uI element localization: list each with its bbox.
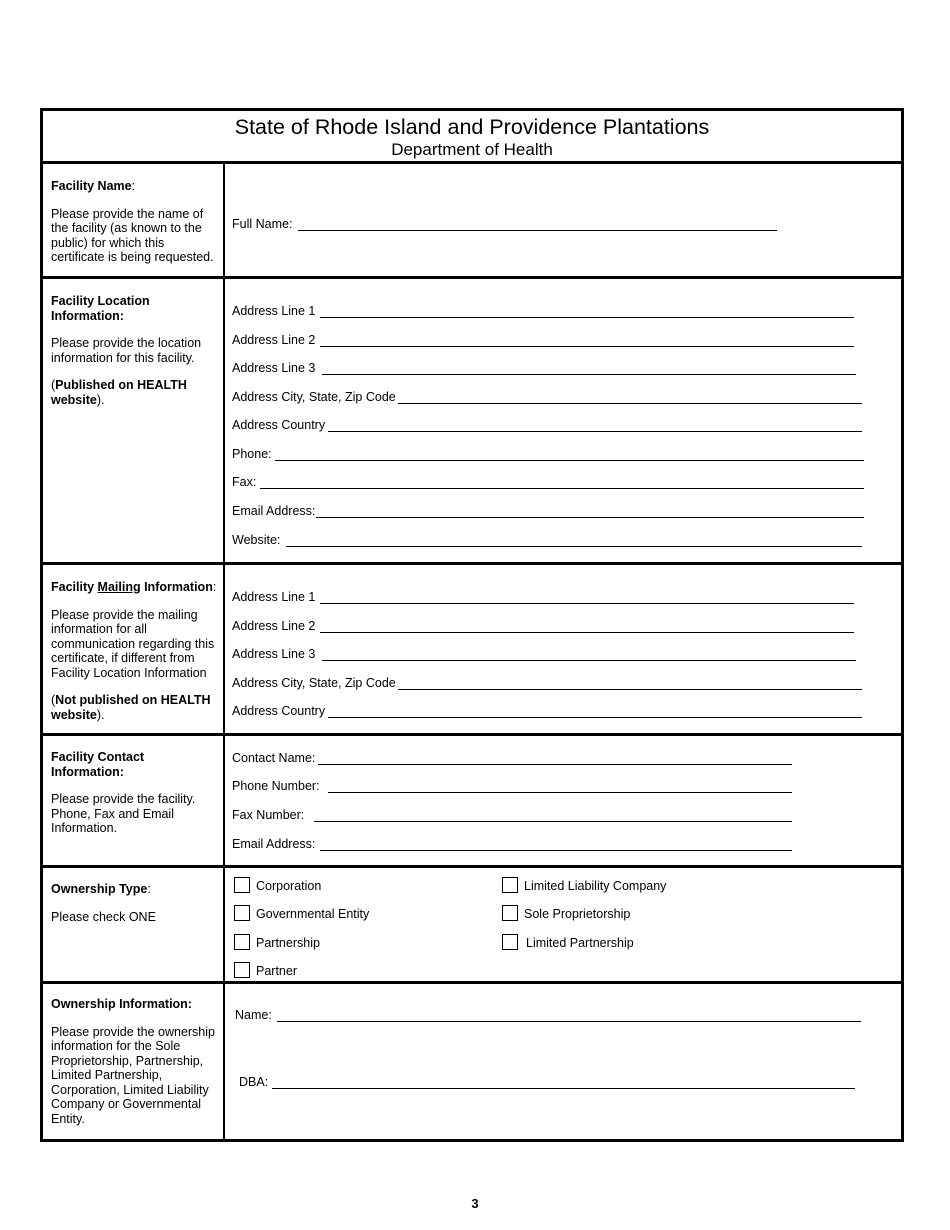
location-heading: Facility Location Information: (51, 294, 150, 323)
checkbox-label: Limited Partnership (526, 936, 634, 950)
form-header (43, 111, 901, 161)
checkbox-box[interactable] (234, 877, 250, 893)
checkbox-box[interactable] (234, 905, 250, 921)
input-line[interactable] (320, 632, 854, 633)
form-title: State of Rhode Island and Providence Plantations (234, 115, 710, 139)
ownership-type-heading: Ownership Type (51, 882, 148, 896)
mailing-city-state-zip-field[interactable] (232, 676, 862, 692)
input-line[interactable] (320, 317, 854, 318)
full-name-field[interactable] (232, 217, 777, 233)
field-label: Phone Number: (232, 779, 320, 793)
column-divider (223, 161, 225, 1139)
page-number: 3 (471, 1196, 479, 1211)
location-phone-field[interactable] (232, 447, 864, 463)
input-line[interactable] (322, 660, 856, 661)
ownership-type-description (51, 882, 217, 937)
colon: : (212, 580, 217, 594)
owner-name-field[interactable] (235, 1008, 861, 1024)
field-label: Name: (235, 1008, 272, 1022)
location-description (51, 294, 217, 420)
field-label: Address Line 2 (232, 619, 316, 633)
input-line[interactable] (275, 460, 864, 461)
input-line[interactable] (314, 821, 792, 822)
input-line[interactable] (320, 603, 854, 604)
divider (43, 981, 901, 984)
ownership-info-description (51, 997, 217, 1139)
dba-field[interactable] (239, 1075, 855, 1091)
paren: ( (51, 693, 56, 707)
input-line[interactable] (316, 517, 864, 518)
divider (43, 161, 901, 164)
input-line[interactable] (318, 764, 792, 765)
field-label: Address Line 1 (232, 304, 316, 318)
heading-part: Facility (51, 580, 98, 594)
field-label: Website: (232, 533, 281, 547)
divider (43, 733, 901, 736)
checkbox-label: Partnership (256, 936, 320, 950)
input-line[interactable] (320, 346, 854, 347)
input-line[interactable] (328, 717, 862, 718)
checkbox-box[interactable] (234, 962, 250, 978)
location-address-line-3-field[interactable] (232, 361, 856, 377)
field-label: Email Address: (232, 837, 316, 851)
location-email-field[interactable] (232, 504, 864, 520)
contact-description (51, 750, 217, 849)
mailing-country-field[interactable] (232, 704, 862, 720)
checkbox-box[interactable] (502, 877, 518, 893)
full-name-input-line[interactable] (298, 230, 777, 231)
field-label: Address City, State, Zip Code (232, 390, 396, 404)
checkbox-box[interactable] (502, 934, 518, 950)
ownership-info-text: Please provide the ownership information for the Sole Proprietorship, Partnership, Limited Partnership, Corporation, Limited Liability Company or Governmental Entity. (51, 1024, 215, 1126)
mailing-text: Please provide the mailing information for all communication regarding this certificate, if different from Facility Location Information (51, 607, 215, 680)
location-text: Please provide the location information for this facility. (51, 336, 202, 365)
field-label: Address Line 2 (232, 333, 316, 347)
application-form (40, 108, 904, 1142)
input-line[interactable] (286, 546, 862, 547)
field-label: Address Country (232, 704, 326, 718)
contact-email-field[interactable] (232, 837, 792, 853)
field-label: Address City, State, Zip Code (232, 676, 396, 690)
input-line[interactable] (322, 374, 856, 375)
location-website-field[interactable] (232, 533, 862, 549)
facility-name-heading: Facility Name (51, 179, 132, 193)
location-address-line-1-field[interactable] (232, 304, 854, 320)
colon: : (131, 179, 136, 193)
contact-heading: Facility Contact Information: (51, 750, 145, 779)
location-country-field[interactable] (232, 418, 862, 434)
heading-underlined: Mailing (97, 580, 141, 594)
input-line[interactable] (398, 403, 862, 404)
checkbox-label: Limited Liability Company (524, 879, 667, 893)
field-label: Phone: (232, 447, 272, 461)
input-line[interactable] (328, 792, 792, 793)
mailing-note-bold: Not published on HEALTH website (51, 693, 211, 722)
field-label: Address Line 3 (232, 647, 316, 661)
paren: ). (96, 392, 105, 407)
field-label: Address Line 1 (232, 590, 316, 604)
facility-name-description (51, 179, 217, 278)
mailing-address-line-2-field[interactable] (232, 619, 854, 635)
heading-part: Information (140, 580, 213, 594)
checkbox-label: Sole Proprietorship (524, 907, 631, 921)
contact-text: Please provide the facility. Phone, Fax and Email Information. (51, 792, 196, 835)
contact-name-field[interactable] (232, 751, 792, 767)
divider (43, 276, 901, 279)
mailing-heading (51, 580, 213, 594)
divider (43, 865, 901, 868)
input-line[interactable] (260, 488, 864, 489)
checkbox-label: Corporation (256, 879, 322, 893)
location-note-bold: Published on HEALTH website (51, 378, 187, 407)
mailing-address-line-3-field[interactable] (232, 647, 856, 663)
full-name-label: Full Name: (232, 217, 293, 231)
colon: : (147, 882, 151, 896)
input-line[interactable] (398, 689, 862, 690)
contact-phone-field[interactable] (232, 779, 792, 795)
checkbox-label: Governmental Entity (256, 907, 370, 921)
field-label: DBA: (239, 1075, 269, 1089)
mailing-address-line-1-field[interactable] (232, 590, 854, 606)
ownership-type-text: Please check ONE (51, 909, 156, 924)
location-city-state-zip-field[interactable] (232, 390, 862, 406)
input-line[interactable] (277, 1021, 861, 1022)
checkbox-label: Partner (256, 964, 297, 978)
ownership-info-heading: Ownership Information: (51, 997, 192, 1011)
input-line[interactable] (328, 431, 862, 432)
paren: ( (51, 378, 56, 392)
checkbox-box[interactable] (502, 905, 518, 921)
checkbox-box[interactable] (234, 934, 250, 950)
mailing-description (51, 580, 217, 735)
paren: ). (96, 707, 105, 722)
field-label: Address Line 3 (232, 361, 316, 375)
contact-fax-field[interactable] (232, 808, 792, 824)
facility-name-text: Please provide the name of the facility (as known to the public) for which this certificate is being requested. (51, 206, 214, 264)
mailing-note (51, 693, 217, 722)
field-label: Contact Name: (232, 751, 316, 765)
location-fax-field[interactable] (232, 475, 864, 491)
location-note (51, 378, 217, 407)
field-label: Email Address: (232, 504, 316, 518)
location-address-line-2-field[interactable] (232, 333, 854, 349)
field-label: Fax: (232, 475, 257, 489)
field-label: Fax Number: (232, 808, 305, 822)
field-label: Address Country (232, 418, 326, 432)
divider (43, 562, 901, 565)
input-line[interactable] (272, 1088, 855, 1089)
form-subtitle: Department of Health (391, 140, 553, 159)
input-line[interactable] (320, 850, 792, 851)
